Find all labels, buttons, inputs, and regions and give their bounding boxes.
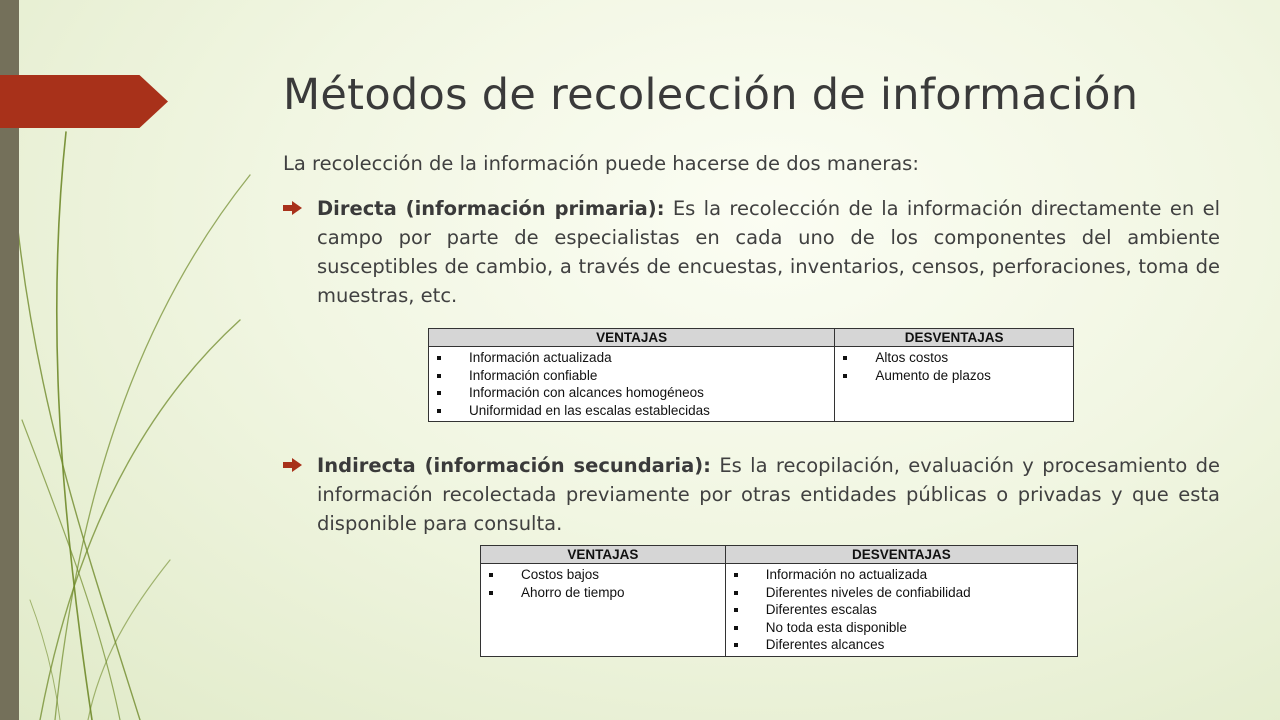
- list-item: Diferentes niveles de confiabilidad: [732, 584, 1073, 602]
- list-item: No toda esta disponible: [732, 619, 1073, 637]
- header-ventajas: VENTAJAS: [481, 546, 726, 564]
- list-item: Diferentes escalas: [732, 601, 1073, 619]
- bullet-text: [317, 451, 1220, 538]
- intro-text: La recolección de la información puede hacerse de dos maneras:: [283, 152, 919, 175]
- cell-desventajas: [725, 564, 1077, 657]
- list-item: Costos bajos: [487, 566, 721, 584]
- arrow-bullet-icon: [283, 457, 303, 473]
- list-item: Diferentes alcances: [732, 636, 1073, 654]
- header-desventajas: DESVENTAJAS: [725, 546, 1077, 564]
- table-directa: [428, 328, 1074, 422]
- arrow-bullet-icon: [283, 200, 303, 216]
- bullet-body: Es la recopilación, evaluación y procesamiento de información recolectada previamente por otras entidades públicas o privadas y que esta disponible para consulta.: [317, 454, 1220, 535]
- bullet-label: Directa (información primaria):: [317, 197, 665, 220]
- list-item: Altos costos: [841, 349, 1069, 367]
- title-accent-arrow: [0, 75, 168, 128]
- bullet-directa: [283, 194, 1220, 310]
- cell-ventajas: [429, 347, 835, 422]
- header-desventajas: DESVENTAJAS: [835, 329, 1074, 347]
- list-item: Aumento de plazos: [841, 367, 1069, 385]
- bullet-body: Es la recolección de la información directamente en el campo por parte de especialistas en cada uno de los componentes del ambiente susceptibles de cambio, a través de encuestas, inventarios, censos, perforaciones, toma de muestras, etc.: [317, 197, 1220, 307]
- cell-desventajas: [835, 347, 1074, 422]
- bullet-indirecta: [283, 451, 1220, 538]
- slide-title: Métodos de recolección de información: [283, 70, 1139, 120]
- list-item: Información actualizada: [435, 349, 830, 367]
- cell-ventajas: [481, 564, 726, 657]
- bullet-text: [317, 194, 1220, 310]
- list-item: Información con alcances homogéneos: [435, 384, 830, 402]
- header-ventajas: VENTAJAS: [429, 329, 835, 347]
- table-indirecta: [480, 545, 1078, 657]
- bullet-label: Indirecta (información secundaria):: [317, 454, 711, 477]
- list-item: Ahorro de tiempo: [487, 584, 721, 602]
- list-item: Información no actualizada: [732, 566, 1073, 584]
- list-item: Información confiable: [435, 367, 830, 385]
- list-item: Uniformidad en las escalas establecidas: [435, 402, 830, 420]
